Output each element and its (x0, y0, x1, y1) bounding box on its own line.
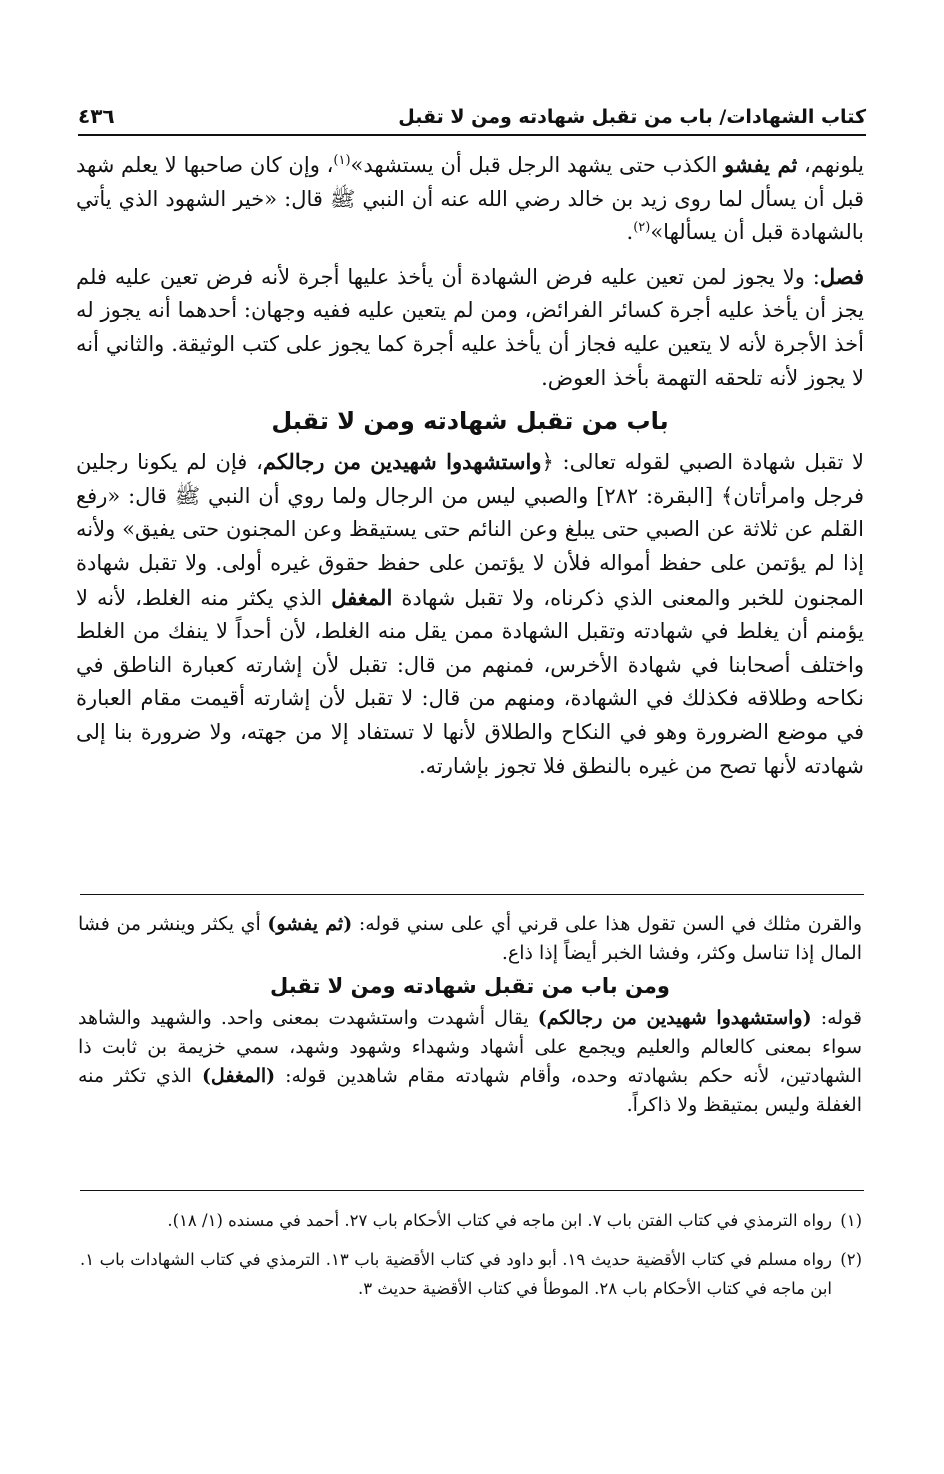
footnote-text: رواه مسلم في كتاب الأقضية حديث ١٩. أبو داود في كتاب الأقضية باب ١٣. الترمذي في كتاب الشهادات باب ١. ابن ماجه في كتاب الأحكام باب ٢٨. الموطأ في كتاب الأقضية حديث ٣. (80, 1250, 832, 1298)
commentary (78, 910, 862, 1120)
footnote (80, 1206, 862, 1235)
commentary-paragraph-2: قوله: (واستشهدوا شهيدين من رجالكم) يقال أشهدت واستشهدت بمعنى واحد. والشهيد والشاهد سواء بمعنى كالعالم والعليم ويجمع على أشهاد وشهداء وشهود وشهد، سمي خزيمة بن ثابت ذا الشهادتين، لأنه حكم بشهادته وحده، وأقام شهادته مقام شاهدين قوله: (المغفل) الذي تكثر منه الغفلة وليس بمتيقظ ولا ذاكراً. (78, 1007, 862, 1116)
paragraph-fasl: فصل: ولا يجوز لمن تعين عليه فرض الشهادة أن يأخذ عليها أجرة لأنه فرض تعين عليه فلم يجز أن يأخذ عليه أجرة كسائر الفرائض، ومن لم يتعين عليه ففيه وجهان: أحدهما أنه يجوز له أخذ الأجرة لأنه لا يتعين عليه فجاز أن يأخذ عليه أجرة كما يجوز على كتب الوثيقة. والثاني أنه لا يجوز لأنه تلحقه التهمة بأخذ العوض. (76, 263, 864, 390)
footnote-ref-2[interactable]: (٢) (633, 220, 651, 236)
commentary-divider (80, 894, 864, 895)
fasl-label: فصل (819, 263, 864, 289)
footnote-divider (80, 1190, 864, 1191)
footnote-text: رواه الترمذي في كتاب الفتن باب ٧. ابن ماجه في كتاب الأحكام باب ٢٧. أحمد في مسنده (١/ ١٨). (167, 1211, 832, 1230)
footnote-number: (١) (840, 1211, 862, 1230)
commentary-paragraph-1: والقرن مثلك في السن تقول هذا على قرني أي على سني قوله: (ثم يفشو) أي يكثر وينشر من فشا المال إذا تناسل وكثر، وفشا الخبر أيضاً إذا ذاع. (78, 913, 863, 964)
section-heading: باب من تقبل شهادته ومن لا تقبل (271, 407, 669, 436)
footnote-ref-1[interactable]: (١) (333, 153, 351, 168)
main-text (76, 148, 864, 783)
paragraph-3: لا تقبل شهادة الصبي لقوله تعالى: ﴿واستشهدوا شهيدين من رجالكم، فإن لم يكونا رجلين فرجل وامرأتان﴾ [البقرة: ٢٨٢] والصبي ليس من الرجال ولما روي أن النبي ﷺ قال: «رفع القلم عن ثلاثة عن الصبي حتى يبلغ وعن النائم حتى يستيقظ وعن المجنون حتى يفيق» ولأنه إذا لم يؤتمن على حفظ أمواله فلأن لا يؤتمن على حفظ حقوق غيره أولى. ولا تقبل شهادة المجنون للخبر والمعنى الذي ذكرناه، ولا تقبل شهادة المغفل الذي يكثر منه الغلط، لأنه لا يؤمنم أن يغلط في شهادته وتقبل الشهادة ممن يقل منه الغلط، لأن أحداً لا ينفك من الغلط واختلف أصحابنا في شهادة الأخرس، فمنهم من قال: تقبل لأن إشارته كعبارة الناطق في نكاحه وطلاقه فكذلك في الشهادة، ومنهم من قال: لا تقبل لأن إشارته أقيمت مقام العبارة في موضع الضرورة وهو في النكاح والطلاق لأنها لا تستفاد إلا من جهته، ولا ضرورة بنا إلى شهادته لأنها تصح من غيره بالنطق فلا تجوز بإشارته. (76, 449, 865, 778)
running-title: كتاب الشهادات/ باب من تقبل شهادته ومن لا تقبل (398, 106, 866, 128)
page-number: ٤٣٦ (78, 104, 115, 128)
commentary-heading: ومن باب من تقبل شهادته ومن لا تقبل (270, 974, 670, 998)
footnote (80, 1245, 862, 1303)
paragraph-1: يلونهم، ثم يفشو الكذب حتى يشهد الرجل قبل أن يستشهد»$^{(١)}$، وإن كان صاحبها لا يعلم شهد قبل أن يسأل لما روى زيد بن خالد رضي الله عنه أن النبي ﷺ قال: «خير الشهود الذي يأتي بالشهادة قبل أن يسألها»$^{(٢)}$. (76, 152, 864, 245)
page-header (78, 92, 866, 136)
footnotes (80, 1206, 862, 1313)
footnote-number: (٢) (840, 1250, 862, 1269)
